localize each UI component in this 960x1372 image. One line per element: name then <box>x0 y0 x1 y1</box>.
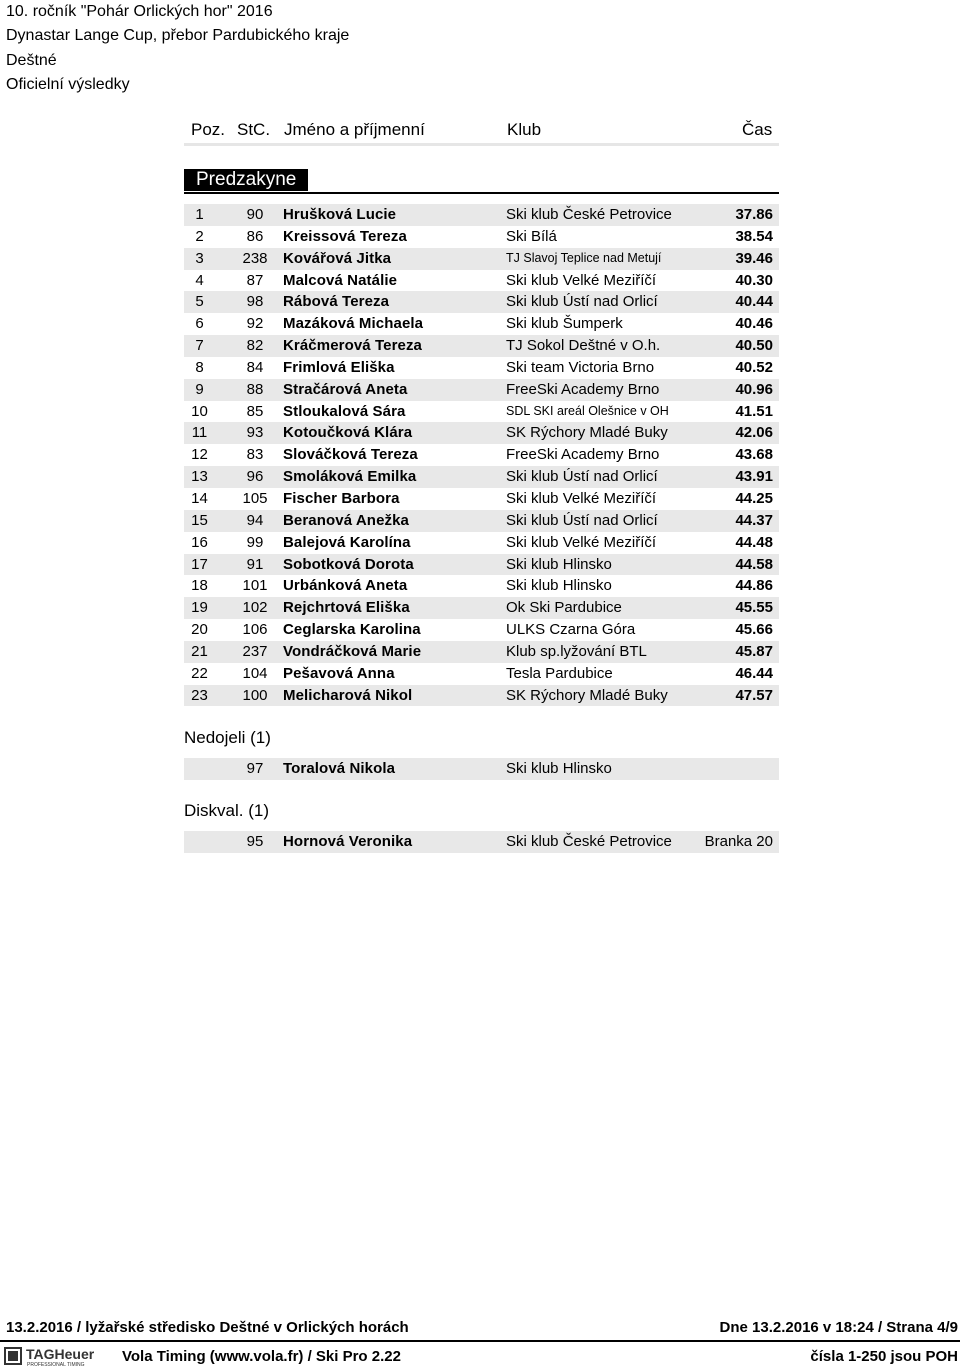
club-cell: Ski klub Šumperk <box>506 315 623 333</box>
time-cell: 44.86 <box>735 577 773 595</box>
bib-cell: 97 <box>246 760 264 777</box>
club-cell: TJ Slavoj Teplice nad Metují <box>506 250 662 265</box>
col-header-poz: Poz. <box>191 120 226 139</box>
table-row <box>184 270 779 292</box>
position-cell: 1 <box>195 206 204 223</box>
col-header-time: Čas <box>742 120 773 139</box>
table-row <box>184 313 779 335</box>
table-row <box>184 685 779 707</box>
club-cell: SK Rýchory Mladé Buky <box>506 424 668 442</box>
time-cell: 38.54 <box>735 227 773 245</box>
footer-divider <box>0 1340 960 1342</box>
club-cell: Ski klub Ústí nad Orlicí <box>506 293 658 311</box>
time-cell: 44.58 <box>735 555 773 573</box>
table-row <box>184 663 779 685</box>
position-cell: 3 <box>195 249 204 267</box>
table-row <box>184 444 779 466</box>
time-cell: 40.52 <box>735 358 773 376</box>
club-cell: Ski klub Hlinsko <box>506 577 612 595</box>
time-cell: 42.06 <box>735 424 773 442</box>
position-cell: 7 <box>195 337 204 355</box>
dnf-section-title: Nedojeli (1) <box>184 728 271 747</box>
position-cell: 23 <box>191 686 208 704</box>
bib-cell: 104 <box>242 664 268 682</box>
position-cell: 12 <box>191 446 208 464</box>
name-cell: Kráčmerová Tereza <box>283 337 422 355</box>
table-row <box>184 248 779 270</box>
logo-wordmark: TAGHeuer <box>26 1346 95 1362</box>
name-cell: Kovářová Jitka <box>283 249 392 267</box>
table-row <box>184 597 779 619</box>
position-cell: 14 <box>191 489 208 507</box>
name-cell: Balejová Karolína <box>283 533 411 551</box>
table-row <box>184 758 779 780</box>
bib-cell: 95 <box>246 833 264 850</box>
name-cell: Sobotková Dorota <box>283 555 414 573</box>
club-cell: Ski klub Velké Meziříčí <box>506 489 657 507</box>
bib-cell: 99 <box>246 533 264 551</box>
club-cell: Ski klub České Petrovice <box>506 833 672 850</box>
name-cell: Melicharová Nikol <box>283 686 413 704</box>
name-cell: Beranová Anežka <box>283 511 409 529</box>
footer-date-venue: 13.2.2016 / lyžařské středisko Deštné v Orlických horách <box>6 1319 409 1336</box>
club-cell: Tesla Pardubice <box>506 664 613 682</box>
time-cell: 37.86 <box>735 206 773 223</box>
header-divider <box>184 143 779 146</box>
bib-cell: 102 <box>242 599 268 617</box>
bib-cell: 85 <box>246 402 264 420</box>
table-row <box>184 401 779 423</box>
position-cell: 6 <box>195 315 204 333</box>
bib-cell: 91 <box>246 555 264 573</box>
name-cell: Hrušková Lucie <box>283 206 397 223</box>
position-cell: 17 <box>191 555 208 573</box>
position-cell: 13 <box>191 468 208 486</box>
club-cell: ULKS Czarna Góra <box>506 621 636 639</box>
bib-cell: 106 <box>242 621 268 639</box>
name-cell: Toralová Nikola <box>283 760 396 777</box>
bib-cell: 90 <box>246 206 264 223</box>
club-cell: Ski Bílá <box>506 227 557 245</box>
event-title: 10. ročník "Pohár Orlických hor" 2016 <box>6 3 273 20</box>
club-cell: Ski klub Hlinsko <box>506 555 612 573</box>
table-row <box>184 554 779 576</box>
bib-cell: 94 <box>246 511 264 529</box>
position-cell: 21 <box>191 642 208 660</box>
position-cell: 11 <box>191 424 208 442</box>
time-cell: 45.66 <box>735 621 773 639</box>
club-cell: Ski klub Hlinsko <box>506 760 612 777</box>
time-cell: 41.51 <box>735 402 773 420</box>
time-cell: 44.48 <box>735 533 773 551</box>
name-cell: Ceglarska Karolina <box>283 621 421 639</box>
time-cell: 46.44 <box>735 664 773 682</box>
name-cell: Hornová Veronika <box>283 833 413 850</box>
position-cell: 4 <box>195 271 204 289</box>
dsq-table <box>184 831 779 853</box>
dnf-table <box>184 758 779 780</box>
club-cell: TJ Sokol Deštné v O.h. <box>506 337 661 355</box>
time-cell: 40.30 <box>735 271 773 289</box>
position-cell: 9 <box>195 380 204 398</box>
name-cell: Slováčková Tereza <box>283 446 418 464</box>
time-cell: 45.87 <box>735 642 773 660</box>
bib-cell: 87 <box>246 271 264 289</box>
table-row <box>184 335 779 357</box>
bib-cell: 92 <box>246 315 264 333</box>
table-row <box>184 466 779 488</box>
time-cell: 47.57 <box>735 686 773 704</box>
table-row <box>184 291 779 313</box>
category-label: Predzakyne <box>184 169 308 191</box>
position-cell: 2 <box>195 227 204 245</box>
col-header-name: Jméno a příjmenní <box>284 120 425 139</box>
bib-cell: 105 <box>242 489 268 507</box>
time-cell: 40.46 <box>735 315 773 333</box>
document-type: Oficielní výsledky <box>6 75 130 93</box>
time-cell: 45.55 <box>735 599 773 617</box>
bib-cell: 86 <box>246 227 264 245</box>
position-cell: 18 <box>191 577 208 595</box>
club-cell: Klub sp.lyžování BTL <box>506 642 647 660</box>
position-cell: 8 <box>195 358 204 376</box>
name-cell: Smoláková Emilka <box>283 468 417 486</box>
name-cell: Kreissová Tereza <box>283 227 407 245</box>
event-location: Deštné <box>6 51 57 69</box>
bib-cell: 238 <box>242 249 268 267</box>
footer-note: čísla 1-250 jsou POH <box>810 1348 958 1365</box>
table-row <box>184 510 779 532</box>
club-cell: Ski klub Velké Meziříčí <box>506 271 657 289</box>
table-row <box>184 619 779 641</box>
tagheuer-logo <box>4 1345 112 1367</box>
col-header-stc: StC. <box>237 120 271 139</box>
club-cell: Ski klub Ústí nad Orlicí <box>506 511 658 529</box>
time-cell: 39.46 <box>735 249 773 267</box>
bib-cell: 82 <box>246 337 264 355</box>
name-cell: Rejchrtová Eliška <box>283 599 410 617</box>
time-cell: Branka 20 <box>704 833 773 850</box>
table-row <box>184 575 779 597</box>
club-cell: FreeSki Academy Brno <box>506 380 660 398</box>
bib-cell: 237 <box>242 642 268 660</box>
table-row <box>184 488 779 510</box>
event-subtitle: Dynastar Lange Cup, přebor Pardubického kraje <box>6 27 350 45</box>
name-cell: Fischer Barbora <box>283 489 400 507</box>
col-header-club: Klub <box>507 120 542 139</box>
document-header <box>6 0 349 97</box>
name-cell: Pešavová Anna <box>283 664 395 682</box>
name-cell: Kotoučková Klára <box>283 424 413 442</box>
table-row <box>184 532 779 554</box>
club-cell: Ski klub České Petrovice <box>506 206 672 223</box>
bib-cell: 84 <box>246 358 264 376</box>
table-row <box>184 357 779 379</box>
table-row <box>184 641 779 663</box>
position-cell: 22 <box>191 664 208 682</box>
position-cell: 16 <box>191 533 208 551</box>
name-cell: Vondráčková Marie <box>283 642 422 660</box>
table-row <box>184 226 779 248</box>
name-cell: Stloukalová Sára <box>283 402 406 420</box>
bib-cell: 101 <box>242 577 268 595</box>
position-cell: 5 <box>195 293 204 311</box>
club-cell: FreeSki Academy Brno <box>506 446 660 464</box>
table-row <box>184 831 779 853</box>
bib-cell: 83 <box>246 446 264 464</box>
footer-software: Vola Timing (www.vola.fr) / Ski Pro 2.22 <box>122 1348 401 1365</box>
table-row <box>184 422 779 444</box>
club-cell: Ski team Victoria Brno <box>506 358 655 376</box>
name-cell: Rábová Tereza <box>283 293 390 311</box>
club-cell: Ski klub Ústí nad Orlicí <box>506 468 658 486</box>
name-cell: Mazáková Michaela <box>283 315 424 333</box>
name-cell: Frimlová Eliška <box>283 358 395 376</box>
logo-subtitle: PROFESSIONAL TIMING <box>27 1362 85 1367</box>
bib-cell: 93 <box>246 424 264 442</box>
position-cell: 15 <box>191 511 208 529</box>
bib-cell: 88 <box>246 380 264 398</box>
bib-cell: 98 <box>246 293 264 311</box>
footer-print-page: Dne 13.2.2016 v 18:24 / Strana 4/9 <box>719 1319 958 1336</box>
bib-cell: 100 <box>242 686 268 704</box>
time-cell: 44.37 <box>735 511 773 529</box>
time-cell: 40.96 <box>735 380 773 398</box>
time-cell: 43.68 <box>735 446 773 464</box>
club-cell: Ski klub Velké Meziříčí <box>506 533 657 551</box>
time-cell: 43.91 <box>735 468 773 486</box>
club-cell: SK Rýchory Mladé Buky <box>506 686 668 704</box>
category-divider <box>184 192 779 194</box>
club-cell: Ok Ski Pardubice <box>506 599 622 617</box>
dsq-section-title: Diskval. (1) <box>184 801 270 820</box>
table-row <box>184 204 779 226</box>
position-cell: 10 <box>191 402 208 420</box>
time-cell: 40.44 <box>735 293 773 311</box>
name-cell: Stračárová Aneta <box>283 380 408 398</box>
time-cell: 44.25 <box>735 489 773 507</box>
position-cell: 20 <box>191 621 208 639</box>
time-cell: 40.50 <box>735 337 773 355</box>
position-cell: 19 <box>191 599 208 617</box>
name-cell: Urbánková Aneta <box>283 577 408 595</box>
results-table <box>184 204 779 706</box>
bib-cell: 96 <box>246 468 264 486</box>
table-row <box>184 379 779 401</box>
name-cell: Malcová Natálie <box>283 271 398 289</box>
club-cell: SDL SKI areál Olešnice v OH <box>506 403 669 418</box>
